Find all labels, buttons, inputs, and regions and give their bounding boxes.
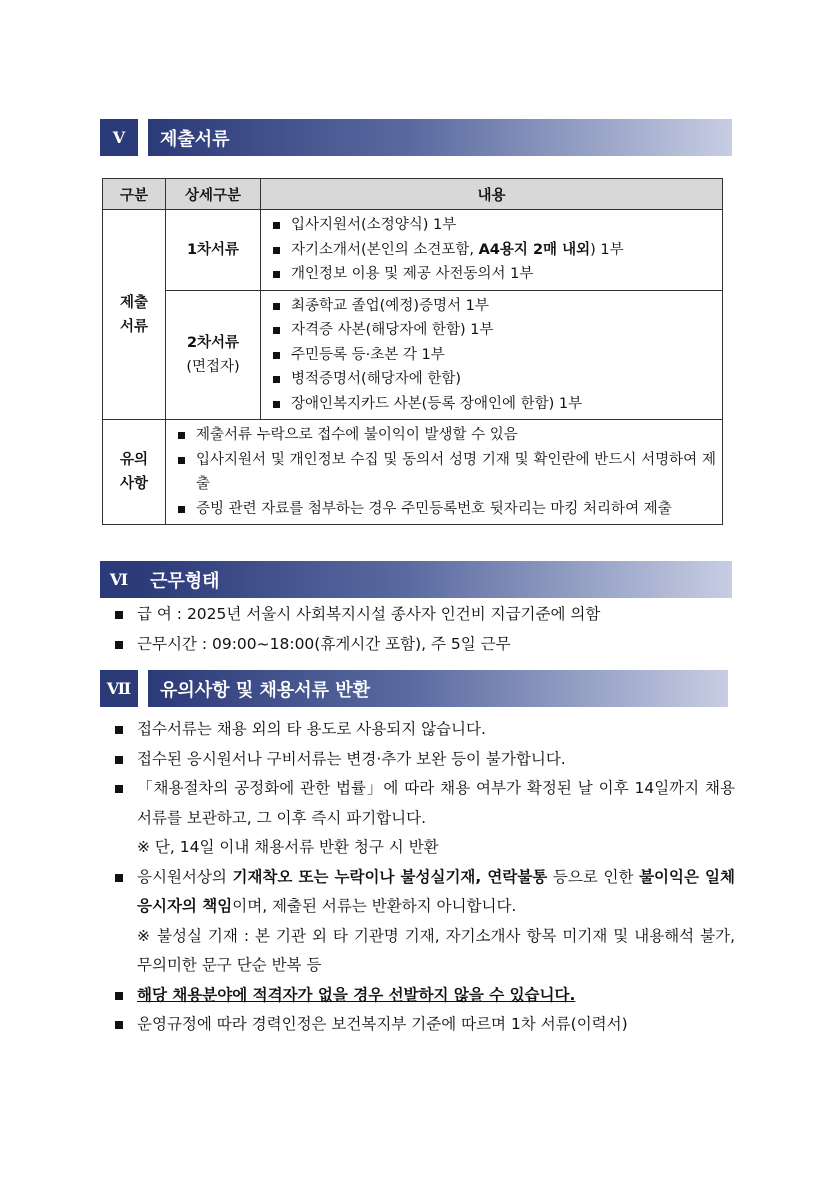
section-7-title: 유의사항 및 채용서류 반환 <box>148 670 728 707</box>
section-7-number: Ⅶ <box>100 670 138 707</box>
col-header-subcategory: 상세구분 <box>166 179 261 210</box>
group-label: 제출 서류 <box>103 210 166 420</box>
list-item: 최종학교 졸업(예정)증명서 1부 <box>269 294 716 319</box>
list-item: 입사지원서(소정양식) 1부 <box>269 213 716 238</box>
list-item: 응시원서상의 기재착오 또는 누락이나 불성실기재, 연락불통 등으로 인한 불이익은 일체 응시자의 책임이며, 제출된 서류는 반환하지 아니합니다. <box>113 863 735 922</box>
section-7-header <box>100 670 728 707</box>
list-item: 「채용절차의 공정화에 관한 법률」에 따라 채용 여부가 확정된 날 이후 14일까지 채용서류를 보관하고, 그 이후 즉시 파기합니다. <box>113 774 735 833</box>
list-item: 제출서류 누락으로 접수에 불이익이 발생할 수 있음 <box>174 423 716 448</box>
list-item: 급 여 : 2025년 서울시 사회복지시설 종사자 인건비 지급기준에 의함 <box>113 600 735 630</box>
list-item: 접수서류는 채용 외의 타 용도로 사용되지 않습니다. <box>113 715 735 745</box>
notes-cell <box>166 420 723 525</box>
table-row <box>103 420 723 525</box>
sub-label-first: 1차서류 <box>166 210 261 291</box>
notice-list <box>113 715 735 1040</box>
section-6-number: Ⅵ <box>100 561 138 598</box>
col-header-content: 내용 <box>261 179 723 210</box>
list-item: 접수된 응시원서나 구비서류는 변경·추가 보완 등이 불가합니다. <box>113 745 735 775</box>
work-conditions-list <box>113 600 735 659</box>
list-item: 근무시간 : 09:00~18:00(휴게시간 포함), 주 5일 근무 <box>113 630 735 660</box>
section-6-title: 근무형태 <box>138 561 732 598</box>
list-item: 주민등록 등·초본 각 1부 <box>269 343 716 368</box>
list-item: 해당 채용분야에 적격자가 없을 경우 선발하지 않을 수 있습니다. <box>113 981 735 1011</box>
list-item: 병적증명서(해당자에 한함) <box>269 367 716 392</box>
list-item: 증빙 관련 자료를 첨부하는 경우 주민등록번호 뒷자리는 마킹 처리하여 제출 <box>174 497 716 522</box>
table-row <box>103 290 723 420</box>
section-5-number: Ⅴ <box>100 119 138 156</box>
table-row <box>103 210 723 291</box>
list-item: 장애인복지카드 사본(등록 장애인에 한함) 1부 <box>269 392 716 417</box>
notes-label: 유의 사항 <box>103 420 166 525</box>
list-item: 자기소개서(본인의 소견포함, A4용지 2매 내외) 1부 <box>269 238 716 263</box>
list-item: 입사지원서 및 개인정보 수집 및 동의서 성명 기재 및 확인란에 반드시 서명하여 제출 <box>174 448 716 497</box>
col-header-category: 구분 <box>103 179 166 210</box>
list-note: ※ 단, 14일 이내 채용서류 반환 청구 시 반환 <box>137 838 439 856</box>
first-docs-cell <box>261 210 723 291</box>
section-6-header <box>100 561 732 598</box>
list-item: 운영규정에 따라 경력인정은 보건복지부 기준에 따르며 1차 서류(이력서) <box>113 1010 735 1040</box>
sub-label-second: 2차서류 (면접자) <box>166 290 261 420</box>
section-5-header <box>100 119 732 156</box>
list-note: ※ 불성실 기재 : 본 기관 외 타 기관명 기재, 자기소개사 항목 미기재 및 내용해석 불가, 무의미한 문구 단순 반복 등 <box>137 926 735 974</box>
section-5-title: 제출서류 <box>148 119 732 156</box>
documents-table <box>102 178 723 525</box>
second-docs-cell <box>261 290 723 420</box>
table-header-row <box>103 179 723 210</box>
list-item: 개인정보 이용 및 제공 사전동의서 1부 <box>269 262 716 287</box>
list-item: 자격증 사본(해당자에 한함) 1부 <box>269 318 716 343</box>
